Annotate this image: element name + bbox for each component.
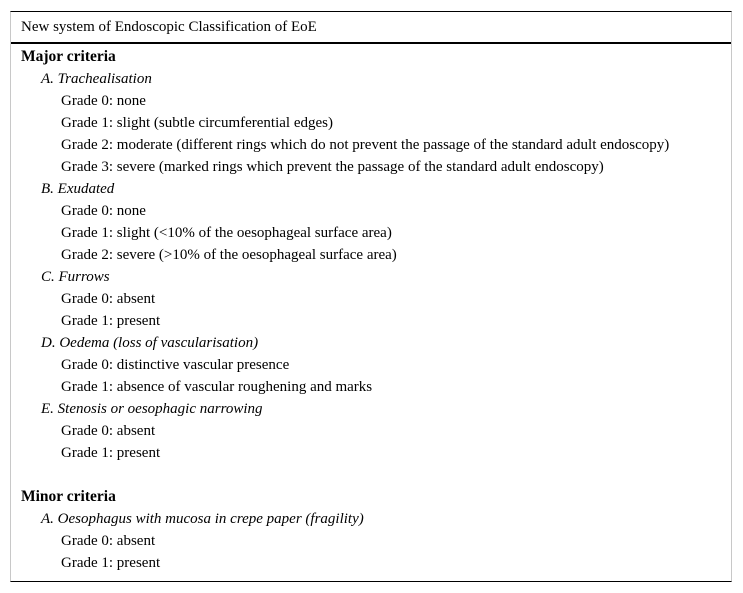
grade-row: Grade 1: slight (<10% of the oesophageal surface area) <box>61 225 392 241</box>
criterion-trachealisation: A. Trachealisation <box>41 71 152 87</box>
grade-row: Grade 0: none <box>61 203 146 219</box>
criterion-furrows: C. Furrows <box>41 269 110 285</box>
minor-criteria-heading: Minor criteria <box>21 488 116 505</box>
major-criteria-heading: Major criteria <box>21 48 116 65</box>
criterion-crepe-paper-mucosa: A. Oesophagus with mucosa in crepe paper (fragility) <box>41 511 364 527</box>
section-spacer <box>11 464 731 486</box>
criterion-oedema: D. Oedema (loss of vascularisation) <box>41 335 259 351</box>
classification-table <box>10 11 732 582</box>
criterion-exudated: B. Exudated <box>41 181 115 197</box>
grade-row: Grade 1: present <box>61 445 161 461</box>
grade-row: Grade 2: moderate (different rings which do not prevent the passage of the standard adult endoscopy) <box>61 137 670 153</box>
grade-row: Grade 2: severe (>10% of the oesophageal surface area) <box>61 247 397 263</box>
grade-row: Grade 0: absent <box>61 533 156 549</box>
grade-row: Grade 1: present <box>61 555 161 571</box>
grade-row: Grade 1: slight (subtle circumferential edges) <box>61 115 333 131</box>
table-caption: New system of Endoscopic Classification of EoE <box>11 12 731 44</box>
grade-row: Grade 0: none <box>61 93 146 109</box>
grade-row: Grade 1: present <box>61 313 161 329</box>
criterion-stenosis: E. Stenosis or oesophagic narrowing <box>41 401 263 417</box>
grade-row: Grade 0: absent <box>61 291 156 307</box>
grade-row: Grade 0: distinctive vascular presence <box>61 357 290 373</box>
table-body <box>11 44 731 574</box>
grade-row: Grade 1: absence of vascular roughening and marks <box>61 379 373 395</box>
grade-row: Grade 0: absent <box>61 423 156 439</box>
grade-row: Grade 3: severe (marked rings which prevent the passage of the standard adult endoscopy) <box>61 159 604 175</box>
